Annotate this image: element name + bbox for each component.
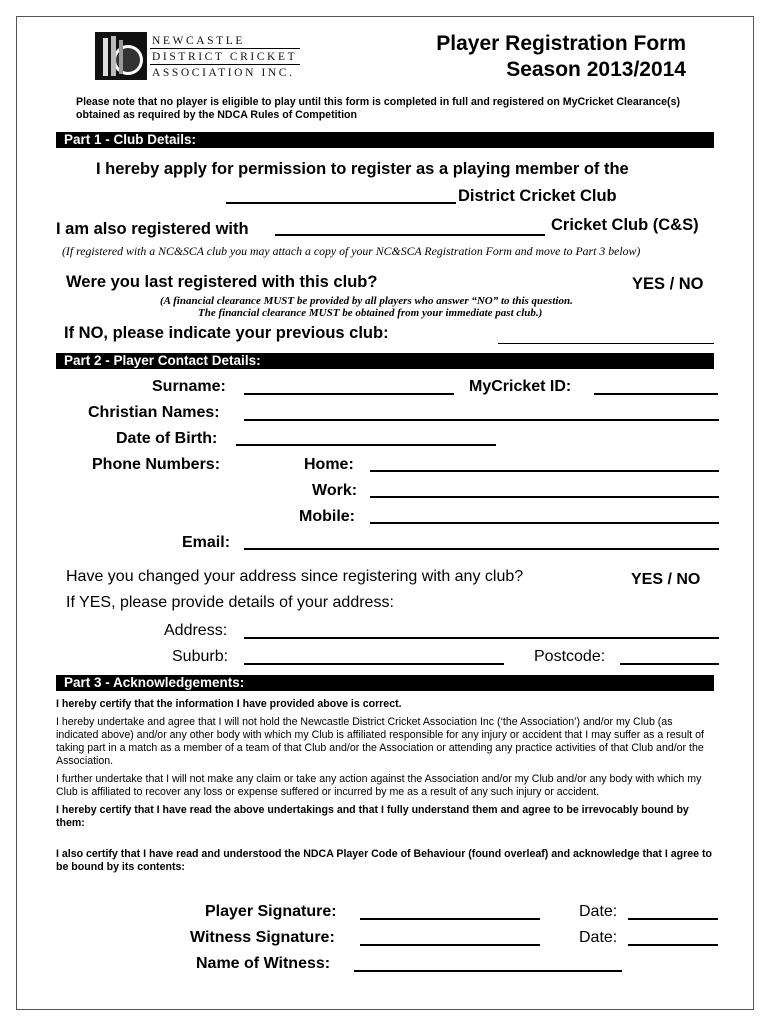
name-of-witness-label: Name of Witness: — [196, 955, 331, 972]
suburb-field[interactable] — [244, 663, 504, 665]
last-registered-yes-no[interactable]: YES / NO — [632, 275, 704, 293]
player-signature-field[interactable] — [360, 918, 540, 920]
mobile-phone-label: Mobile: — [299, 508, 355, 525]
cs-club-field[interactable] — [275, 234, 545, 236]
home-phone-label: Home: — [304, 456, 354, 473]
clearance-note-2: The financial clearance MUST be obtained from your immediate past club.) — [198, 307, 543, 319]
christian-names-field[interactable] — [244, 419, 719, 421]
mobile-phone-field[interactable] — [370, 522, 719, 524]
witness-signature-label: Witness Signature: — [190, 929, 335, 946]
form-title: Player Registration Form — [436, 32, 686, 55]
address-field[interactable] — [244, 637, 719, 639]
work-phone-label: Work: — [312, 482, 358, 499]
address-changed-question: Have you changed your address since registering with any club? — [66, 568, 524, 585]
logo-rule-top — [150, 48, 300, 49]
date-label-1: Date: — [579, 903, 618, 920]
phone-numbers-label: Phone Numbers: — [92, 456, 221, 473]
district-club-label: District Cricket Club — [458, 187, 617, 205]
part3-heading: Part 3 - Acknowledgements: — [56, 675, 714, 691]
org-name-line2: DISTRICT CRICKET — [152, 51, 298, 63]
email-label: Email: — [182, 534, 231, 551]
ack-code-of-behaviour: I also certify that I have read and understood the NDCA Player Code of Behaviour (found overleaf) and acknowledge that I agree to be bound by its contents: — [56, 848, 712, 873]
part2-heading: Part 2 - Player Contact Details: — [56, 353, 714, 369]
previous-club-field[interactable] — [498, 343, 714, 344]
attach-note: (If registered with a NC&SCA club you may attach a copy of your NC&SCA Registration Form and move to Part 3 below) — [62, 244, 641, 258]
ack-no-claim: I further undertake that I will not make any claim or take any action against the Association and/or my Club and/or any body with which my Club is affiliated to recover any loss or expense suffered or incurred by me as a result of any such injury or accident. — [56, 773, 702, 798]
christian-names-label: Christian Names: — [88, 404, 220, 421]
form-season: Season 2013/2014 — [506, 58, 686, 81]
surname-field[interactable] — [244, 393, 454, 395]
mycricket-id-field[interactable] — [594, 393, 718, 395]
dob-label: Date of Birth: — [116, 430, 218, 447]
if-yes-label: If YES, please provide details of your address: — [66, 594, 394, 611]
player-signature-label: Player Signature: — [205, 903, 337, 920]
ack-bound: I hereby certify that I have read the above undertakings and that I fully understand them and agree to be irrevocably bound by them: — [56, 804, 689, 829]
clearance-note-1: (A financial clearance MUST be provided by all players who answer “NO” to this question. — [160, 295, 573, 307]
ndca-logo — [95, 32, 147, 80]
home-phone-field[interactable] — [370, 470, 719, 472]
logo-emblem-icon — [95, 32, 147, 80]
name-of-witness-field[interactable] — [354, 970, 622, 972]
last-registered-question: Were you last registered with this club? — [66, 273, 378, 291]
date-label-2: Date: — [579, 929, 618, 946]
surname-label: Surname: — [152, 378, 226, 395]
also-registered-label: I am also registered with — [56, 220, 249, 238]
part1-heading: Part 1 - Club Details: — [56, 132, 714, 148]
witness-signature-field[interactable] — [360, 944, 540, 946]
date-field-2[interactable] — [628, 944, 718, 946]
logo-rule-bottom — [150, 64, 300, 65]
address-label: Address: — [164, 622, 228, 639]
work-phone-field[interactable] — [370, 496, 719, 498]
address-changed-yes-no[interactable]: YES / NO — [631, 571, 701, 588]
date-field-1[interactable] — [628, 918, 718, 920]
cricket-club-label: Cricket Club (C&S) — [551, 216, 699, 234]
email-field[interactable] — [244, 548, 719, 550]
org-name-line1: NEWCASTLE — [152, 35, 246, 47]
previous-club-label: If NO, please indicate your previous club: — [64, 324, 389, 342]
ack-correct-info: I hereby certify that the information I have provided above is correct. — [56, 698, 402, 710]
apply-text: I hereby apply for permission to register as a playing member of the — [96, 160, 629, 178]
postcode-field[interactable] — [620, 663, 719, 665]
eligibility-notice: Please note that no player is eligible to play until this form is completed in full and registered on MyCricket Clearance(s) obtained as required by the NDCA Rules of Competition — [76, 96, 680, 121]
suburb-label: Suburb: — [172, 648, 229, 665]
ack-undertaking: I hereby undertake and agree that I will not hold the Newcastle District Cricket Association Inc (‘the Association’) and/or my Club (as indicated above) and/or any other body with which my Club is affiliated responsible for any injury or accident that I may suffer as a result of taking part in a match as a member of a team of that Club and/or the Association or attending any practice activities of that Club and/or the Association. — [56, 716, 704, 767]
mycricket-id-label: MyCricket ID: — [469, 378, 572, 395]
dob-field[interactable] — [236, 444, 496, 446]
postcode-label: Postcode: — [534, 648, 606, 665]
club-name-field[interactable] — [226, 202, 456, 204]
org-name-line3: ASSOCIATION INC. — [152, 67, 295, 79]
